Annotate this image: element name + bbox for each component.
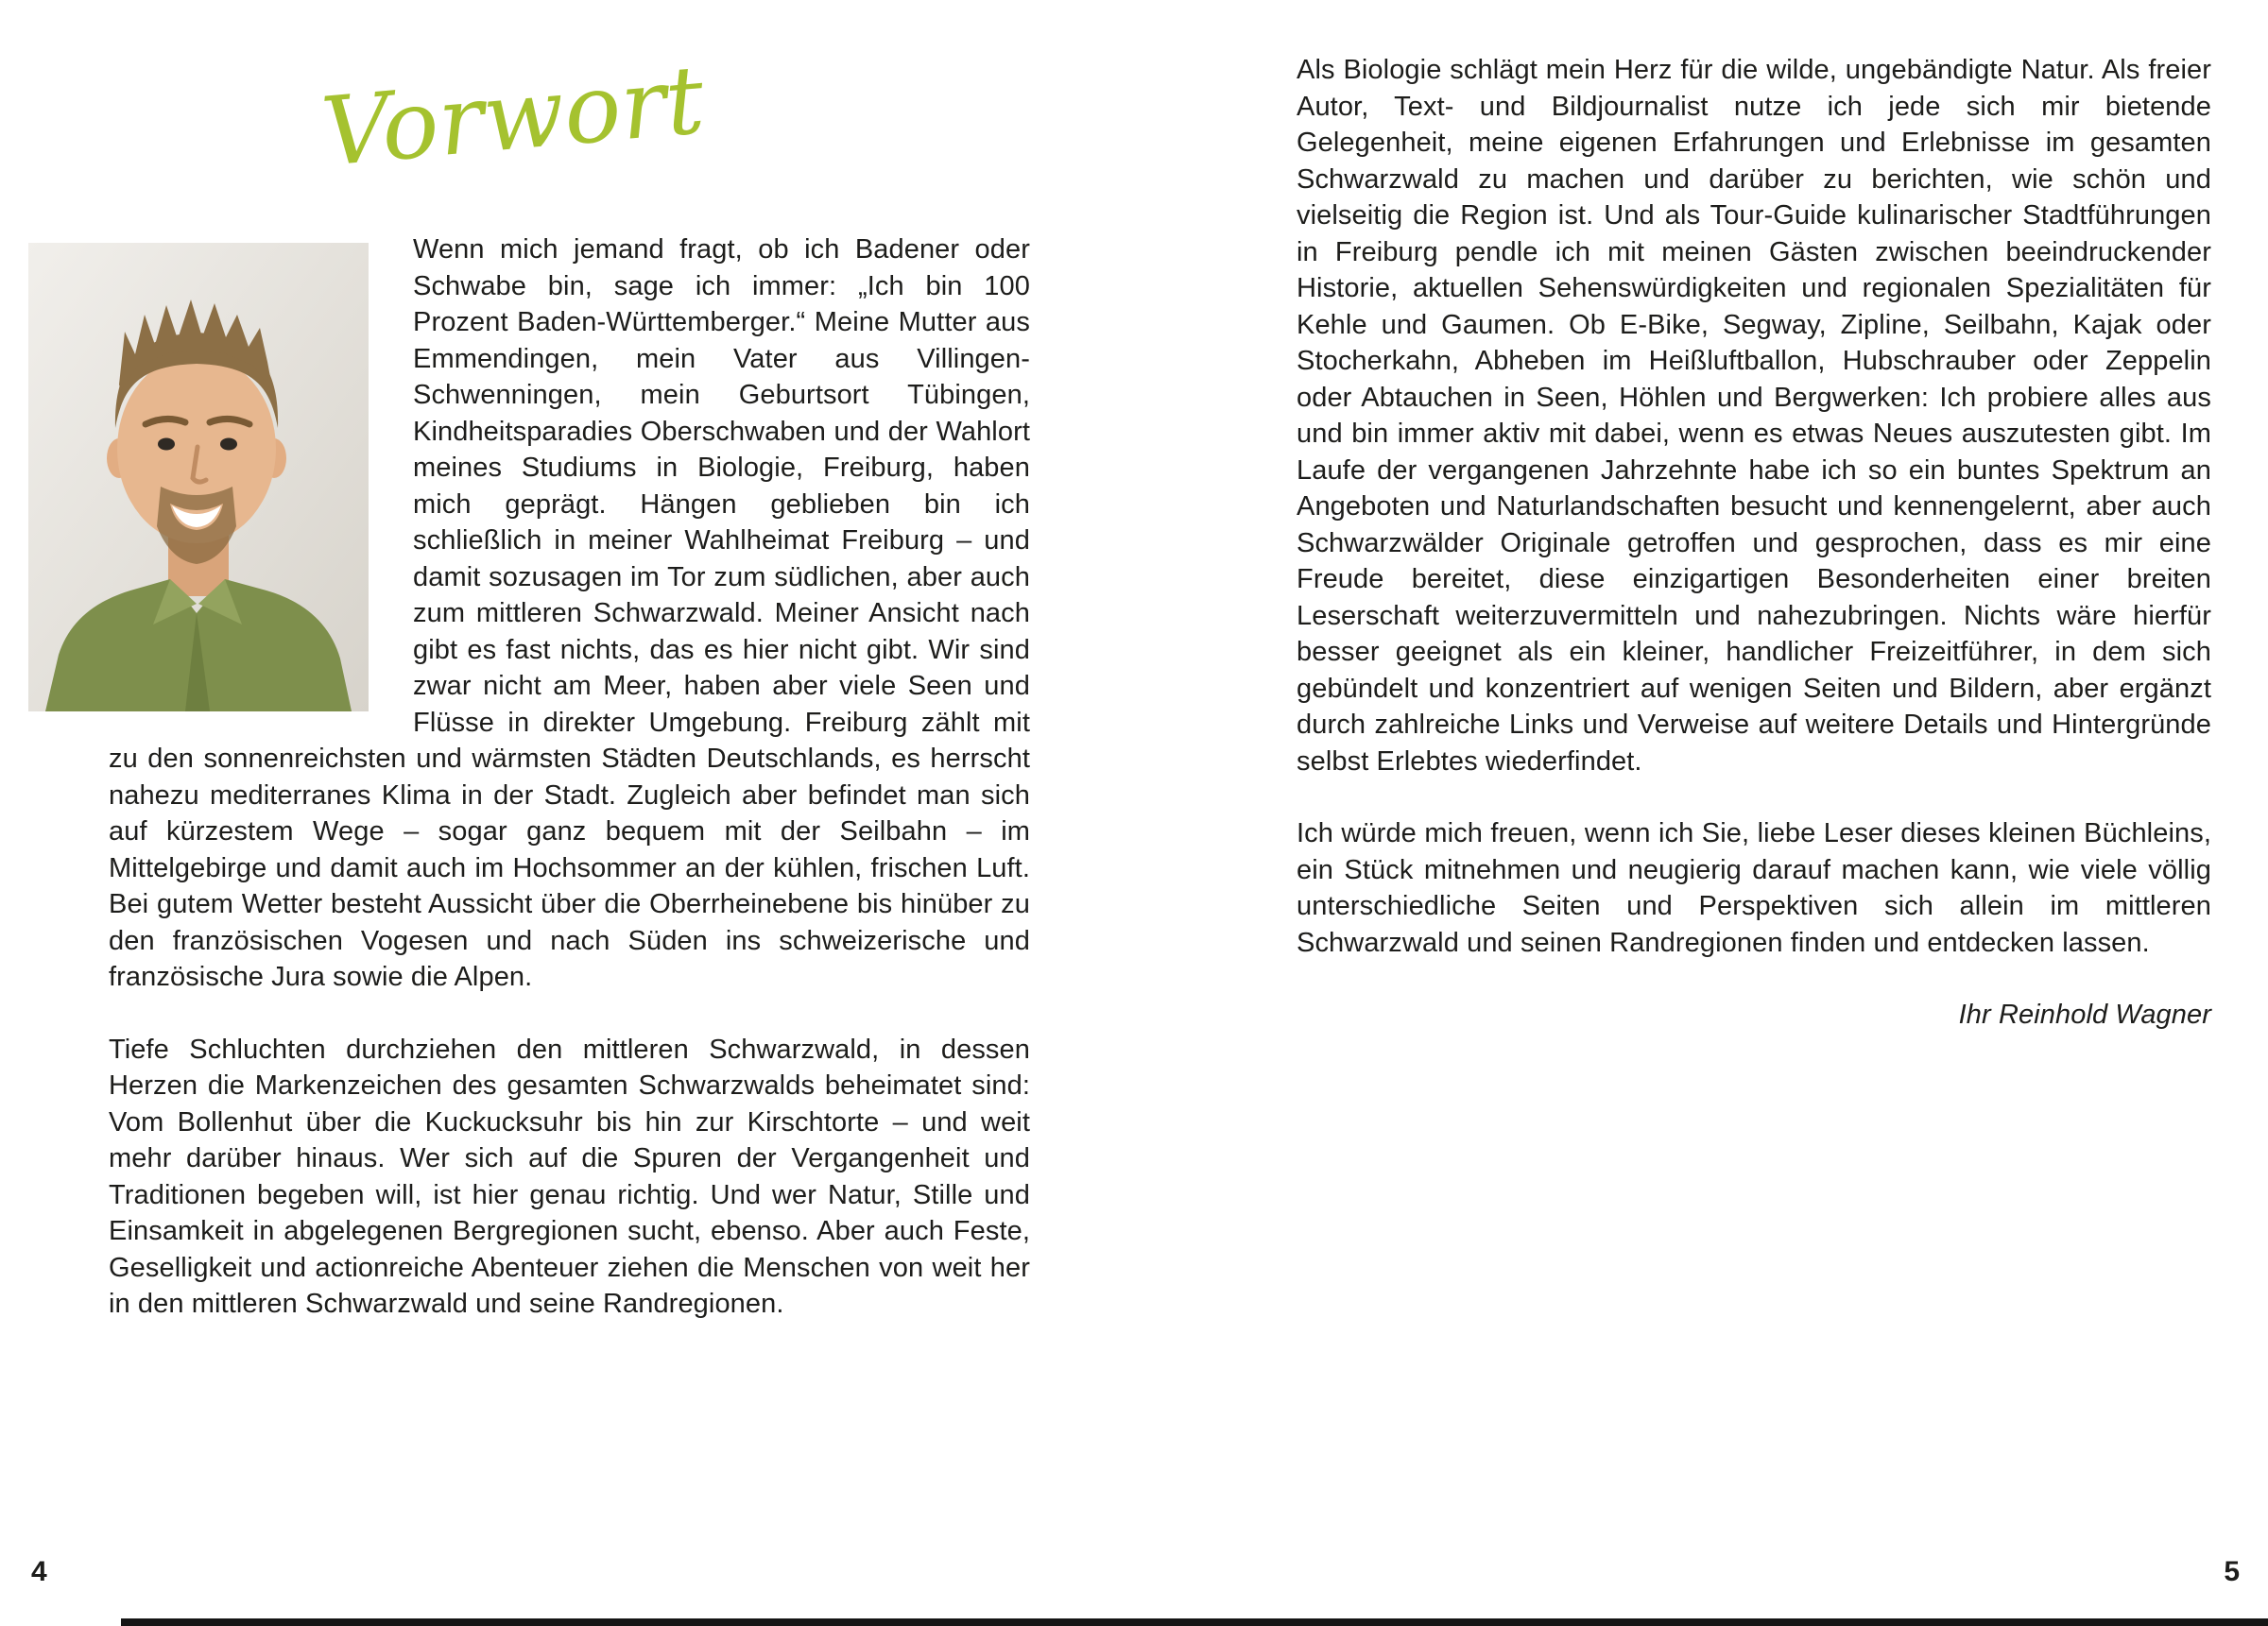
page-number-right: 5 <box>2224 1556 2240 1587</box>
scan-edge-bar <box>121 1618 2268 1626</box>
right-paragraph-2: Ich würde mich freuen, wenn ich Sie, liebe Leser dieses kleinen Büchleins, ein Stück mitnehmen und neugierig darauf machen kann, wie viele völlig unterschiedliche Seiten und Perspektiven sich allein im mittleren Schwarzwald und seinen Randregionen finden und entdecken lassen. <box>1297 818 2211 958</box>
author-signature: Ihr Reinhold Wagner <box>1958 1000 2211 1030</box>
page-number-left: 4 <box>31 1556 47 1587</box>
portrait-illustration <box>28 243 369 711</box>
left-paragraph-2: Tiefe Schluchten durchziehen den mittleren Schwarzwald, in dessen Herzen die Markenzeichen des gesamten Schwarzwalds beheimatet sind: Vom Bollenhut über die Kuckucksuhr bis hin zur Kirschtorte – und weit mehr darüber hinaus. Wer sich auf die Spuren der Vergangenheit und Traditionen begeben will, ist hier genau richtig. Und wer Natur, Stille und Einsamkeit in abgelegenen Bergregionen sucht, ebenso. Aber auch Feste, Geselligkeit und actionreiche Abenteuer ziehen die Menschen von weit her in den mittleren Schwarzwald und seine Randregionen. <box>109 1034 1030 1319</box>
right-page <box>1297 52 2211 1070</box>
left-page <box>109 43 1030 1359</box>
left-paragraph-1: Wenn mich jemand fragt, ob ich Badener oder Schwabe bin, sage ich immer: „Ich bin 100 Prozent Baden-Württemberger.“ Meine Mutter aus Emmendingen, mein Vater aus Villingen-Schwenningen, mein Geburtsort Tübingen, Kindheitsparadies Oberschwaben und der Wahlort meines Studiums in Biologie, Freiburg, haben mich geprägt. Hängen geblieben bin ich schließlich in meiner Wahlheimat Freiburg – und damit sozusagen im Tor zum südlichen, aber auch zum mittleren Schwarzwald. Meiner Ansicht nach gibt es fast nichts, das es hier nicht gibt. Wir sind zwar nicht am Meer, haben aber viele Seen und Flüsse in direkter Umgebung. Freiburg zählt mit zu den sonnenreichsten und wärmsten Städten Deutschlands, es herrscht nahezu mediterranes Klima in der Stadt. Zugleich aber befindet man sich auf kürzestem Wege – sogar ganz bequem mit der Seilbahn – im Mittelgebirge und damit auch im Hochsommer an der kühlen, frischen Luft. Bei gutem Wetter besteht Aussicht über die Oberrheinebene bis hinüber zu den französischen Vogesen und nach Süden ins schweizerische und französische Jura sowie die Alpen. <box>109 234 1030 992</box>
chapter-title: Vorwort <box>317 43 709 188</box>
author-portrait-photo <box>28 243 369 711</box>
right-paragraph-1: Als Biologie schlägt mein Herz für die wilde, ungebändigte Natur. Als freier Autor, Text- und Bildjournalist nutze ich jede sich mir bietende Gelegenheit, meine eigenen Erfahrungen und Erlebnisse im gesamten Schwarzwald zu machen und darüber zu berichten, wie schön und vielseitig die Region ist. Und als Tour-Guide kulinarischer Stadtführungen in Freiburg pendle ich mit meinen Gästen zwischen beeindruckender Historie, aktuellen Sehenswürdigkeiten und regionalen Spezialitäten für Kehle und Gaumen. Ob E-Bike, Segway, Zipline, Seilbahn, Kajak oder Stocherkahn, Abheben im Heißluftballon, Hubschrauber oder Zeppelin oder Abtauchen in Seen, Höhlen und Bergwerken: Ich probiere alles aus und bin immer aktiv mit dabei, wenn es etwas Neues auszutesten gibt. Im Laufe der vergangenen Jahrzehnte habe ich so ein buntes Spektrum an Angeboten und Naturlandschaften besucht und kennengelernt, aber auch Schwarzwälder Originale getroffen und gesprochen, dass es mir eine Freude bereitet, diese einzigartigen Besonderheiten einer breiten Leserschaft weiterzuvermitteln und nahezubringen. Nichts wäre hierfür besser geeignet als ein kleiner, handlicher Freizeitführer, in dem sich gebündelt und konzentriert auf wenigen Seiten und Bildern, aber ergänzt durch zahlreiche Links und Verweise auf weitere Details und Hintergründe selbst Erlebtes wiederfindet. <box>1297 55 2211 777</box>
